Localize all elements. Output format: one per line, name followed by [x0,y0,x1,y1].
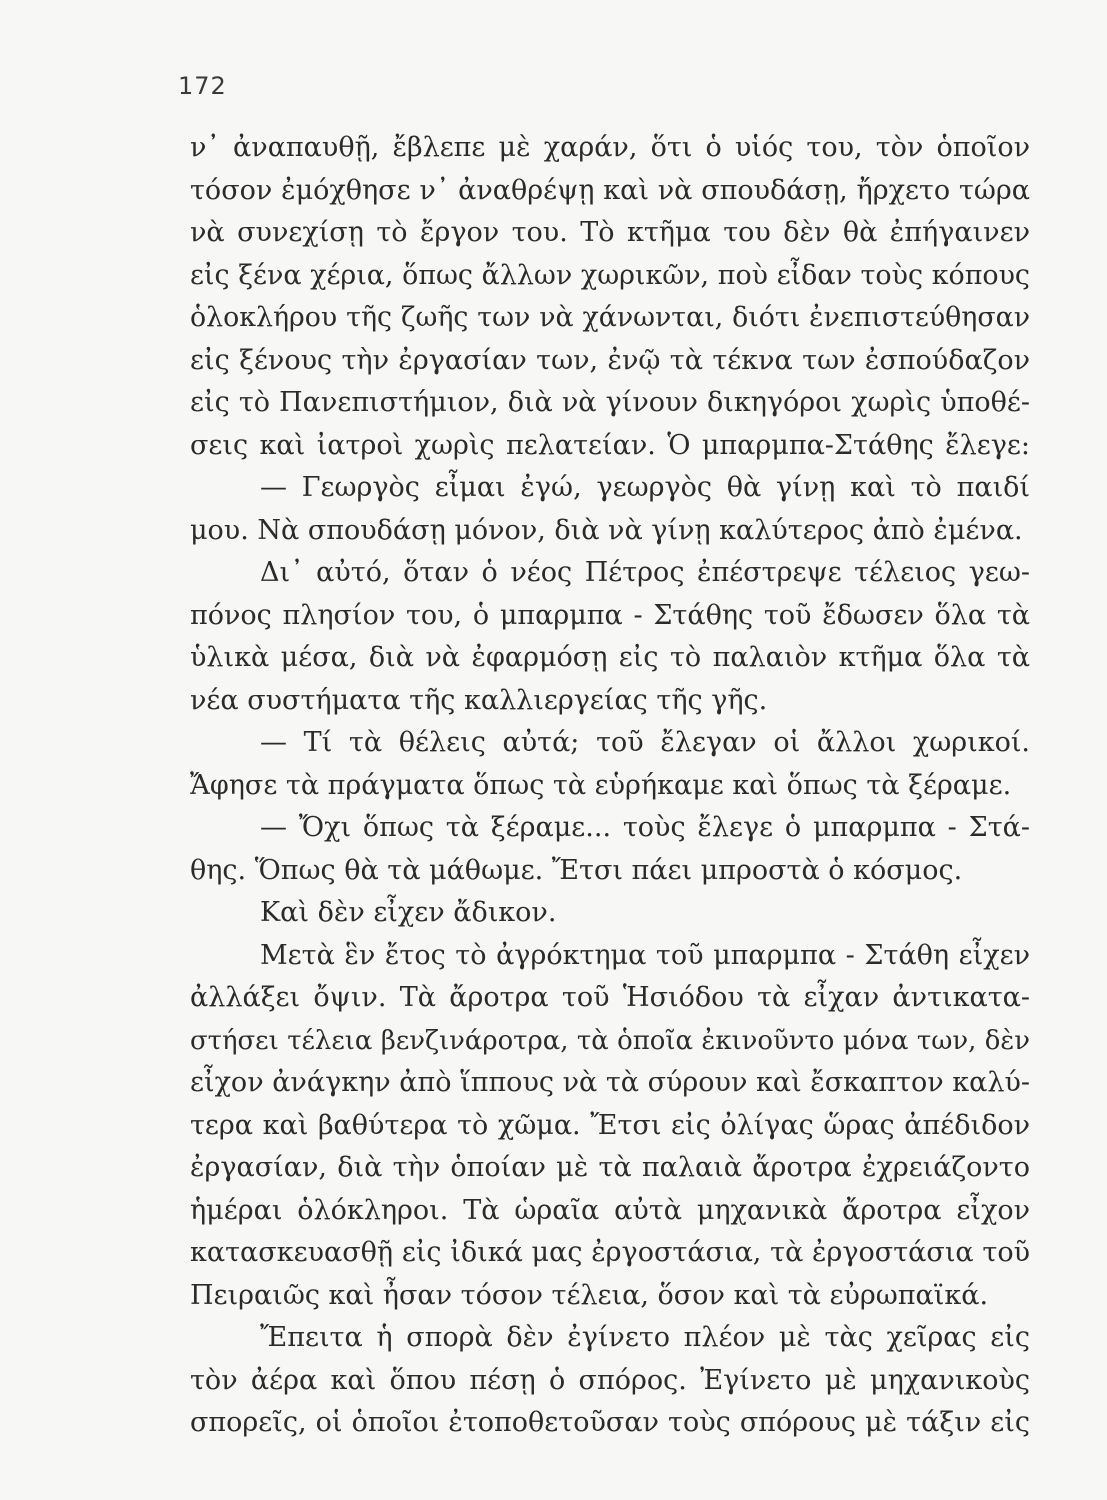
text-line: ἐργασίαν, διὰ τὴν ὁποίαν μὲ τὰ παλαιὰ ἄροτρα ἐχρειάζοντο [190,1152,1030,1183]
text-line: τὸν ἀέρα καὶ ὅπου πέσῃ ὁ σπόρος. Ἐγίνετο μὲ μηχανικοὺς [190,1364,1030,1396]
text-line: εἰς τὸ Πανεπιστήμιον, διὰ νὰ γίνουν δικηγόροι χωρὶς ὑποθέ- [190,387,1030,418]
text-line: πόνος πλησίον του, ὁ μπαρμπα - Στάθης τοῦ ἔδωσεν ὅλα τὰ [190,599,1030,631]
page-number: 172 [178,72,227,100]
text-line: ν᾽ ἀναπαυθῇ, ἔβλεπε μὲ χαράν, ὅτι ὁ υἱός του, τὸν ὁποῖον [190,132,1030,163]
text-line: ὑλικὰ μέσα, διὰ νὰ ἐφαρμόσῃ εἰς τὸ παλαιὸν κτῆμα ὅλα τὰ [190,642,1030,673]
text-line: τερα καὶ βαθύτερα τὸ χῶμα. Ἔτσι εἰς ὀλίγας ὥρας ἀπέδιδον [190,1109,1030,1141]
text-line: εἶχον ἀνάγκην ἀπὸ ἵππους νὰ τὰ σύρουν καὶ ἔσκαπτον καλύ- [190,1067,1030,1098]
text-line: νὰ συνεχίσῃ τὸ ἔργον του. Τὸ κτῆμα του δὲν θὰ ἐπήγαινεν [190,217,1030,248]
text-line: εἰς ξένους τὴν ἐργασίαν των, ἐνῷ τὰ τέκνα των ἐσπούδαζον [190,344,1030,376]
paragraph-start: Καὶ δὲν εἶχεν ἄδικον. [260,897,557,928]
paragraph-start: Ἔπειτα ἡ σπορὰ δὲν ἐγίνετο πλέον μὲ τὰς χεῖρας εἰς [260,1322,1030,1353]
text-line: μου. Νὰ σπουδάσῃ μόνον, διὰ νὰ γίνῃ καλύτερος ἀπὸ ἐμένα. [190,514,1023,546]
paragraph-start: Μετὰ ἓν ἔτος τὸ ἀγρόκτημα τοῦ μπαρμπα - Στάθη εἶχεν [260,939,1030,971]
text-line: ὁλοκλήρου τῆς ζωῆς των νὰ χάνωνται, διότι ἐνεπιστεύθησαν [190,302,1030,333]
text-line: σπορεῖς, οἱ ὁποῖοι ἐτοποθετοῦσαν τοὺς σπόρους μὲ τάξιν εἰς [190,1407,1030,1438]
text-line: θης. Ὅπως θὰ τὰ μάθωμε. Ἔτσι πάει μπροστὰ ὁ κόσμος. [190,854,963,886]
text-line: Πειραιῶς καὶ ἦσαν τόσον τέλεια, ὅσον καὶ τὰ εὐρωπαϊκά. [190,1279,989,1311]
text-line: στήσει τέλεια βενζινάροτρα, τὰ ὁποῖα ἐκινοῦντο μόνα των, δὲν [190,1025,1030,1056]
dialogue-line: — Ὄχι ὅπως τὰ ξέραμε... τοὺς ἔλεγε ὁ μπαρμπα - Στά- [260,812,1030,843]
text-line: κατασκευασθῇ εἰς ἰδικά μας ἐργοστάσια, τὰ ἐργοστάσια τοῦ [190,1237,1030,1268]
text-line: σεις καὶ ἰατροὶ χωρὶς πελατείαν. Ὁ μπαρμπα-Στάθης ἔλεγε: [190,429,1030,461]
body-text [190,127,1030,1445]
text-line: Ἄφησε τὰ πράγματα ὅπως τὰ εὑρήκαμε καὶ ὅπως τὰ ξέραμε. [190,769,1012,801]
text-line: τόσον ἐμόχθησε ν᾽ ἀναθρέψῃ καὶ νὰ σπουδάσῃ, ἤρχετο τώρα [190,174,1030,206]
dialogue-line: — Γεωργὸς εἶμαι ἐγώ, γεωργὸς θὰ γίνῃ καὶ τὸ παιδί [260,472,1030,503]
text-line: ἡμέραι ὁλόκληροι. Τὰ ὡραῖα αὐτὰ μηχανικὰ ἄροτρα εἶχον [190,1194,1030,1226]
text-line: εἰς ξένα χέρια, ὅπως ἄλλων χωρικῶν, ποὺ εἶδαν τοὺς κόπους [190,259,1030,291]
dialogue-line: — Τί τὰ θέλεις αὐτά; τοῦ ἔλεγαν οἱ ἄλλοι χωρικοί. [260,727,1030,758]
paragraph-start: Δι᾽ αὐτό, ὅταν ὁ νέος Πέτρος ἐπέστρεψε τέλειος γεω- [260,557,1030,588]
text-line: ἀλλάξει ὄψιν. Τὰ ἄροτρα τοῦ Ἡσιόδου τὰ εἶχαν ἀντικατα- [190,982,1030,1013]
text-line: νέα συστήματα τῆς καλλιεργείας τῆς γῆς. [190,684,768,716]
